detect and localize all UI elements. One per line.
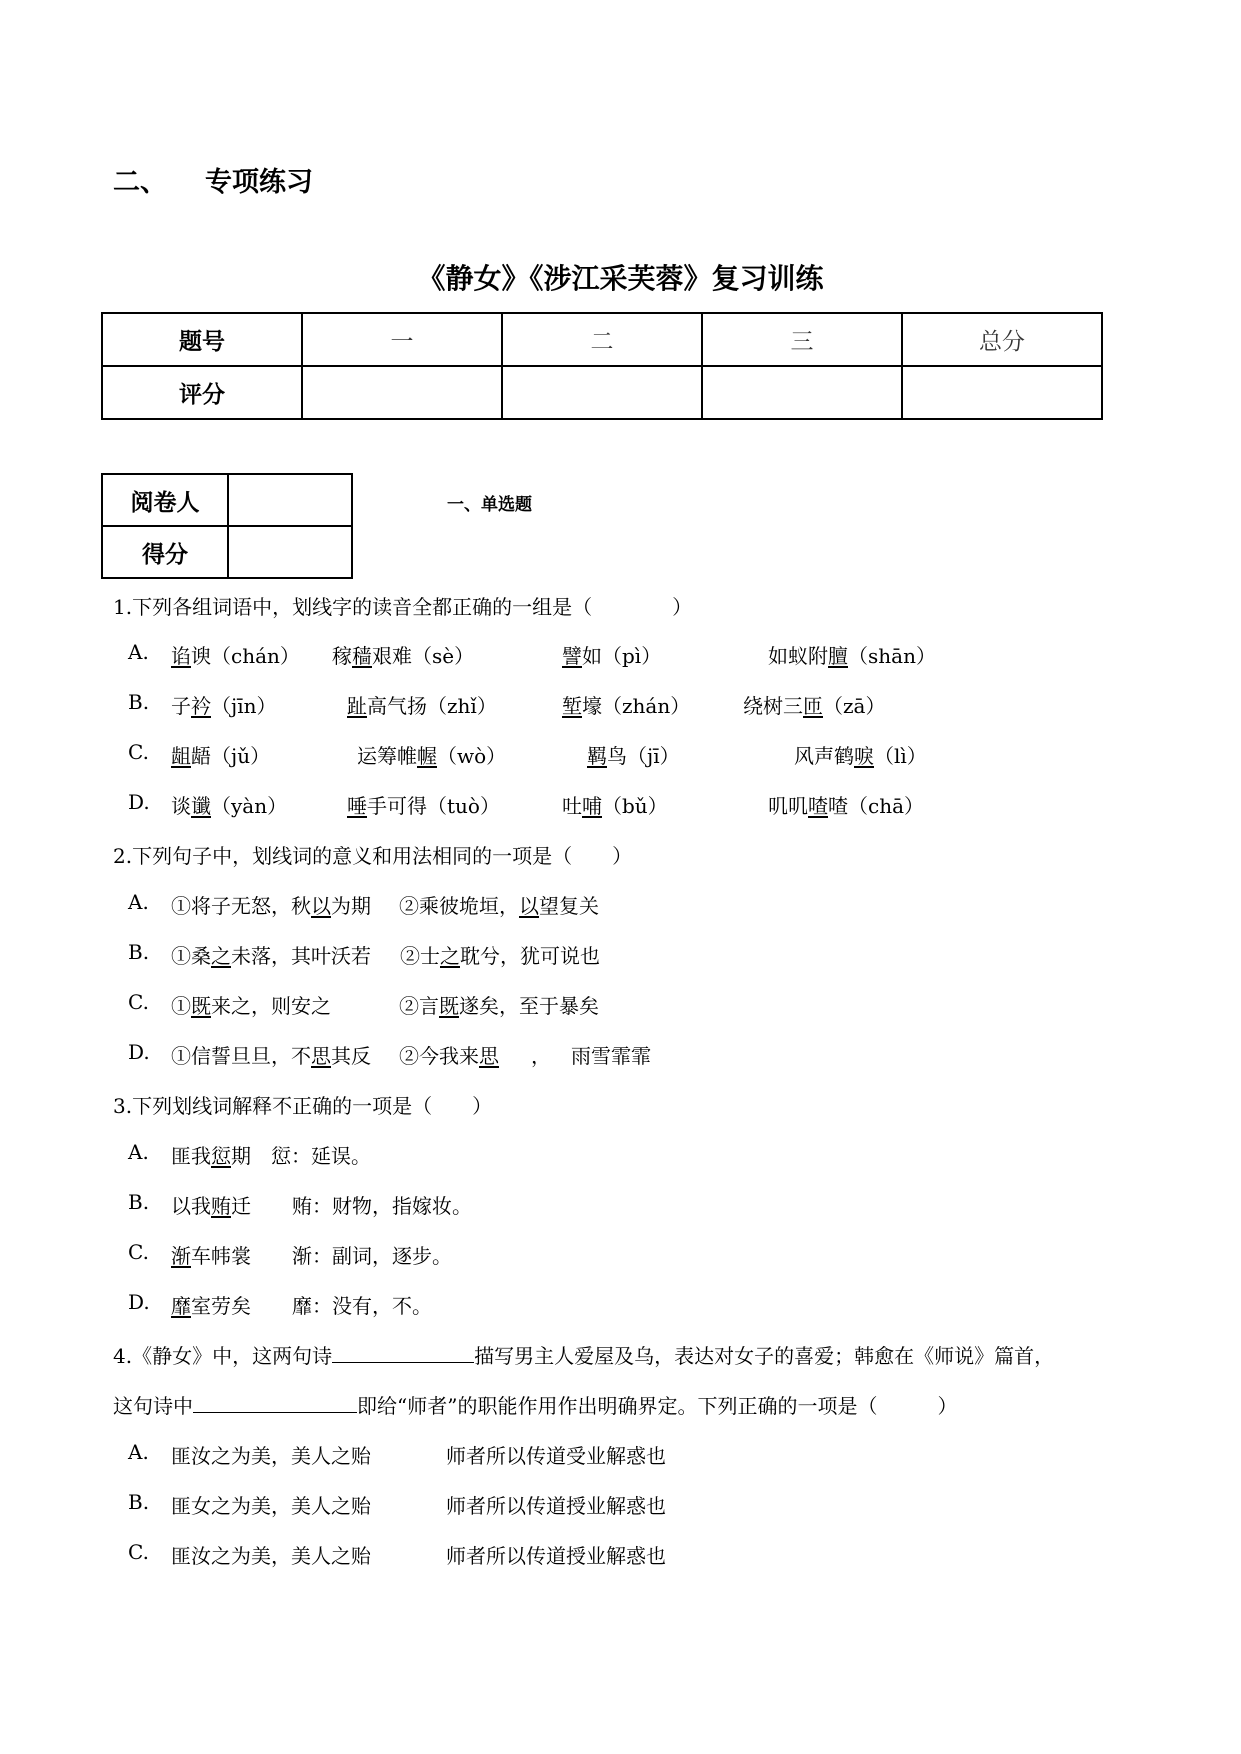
option-explanation: 贿：财物，指嫁妆。 xyxy=(292,1194,472,1218)
option-text-1: 匪汝之为美，美人之贻 xyxy=(171,1444,371,1468)
option-part-1: ①将子无怒，秋以为期 xyxy=(171,894,371,918)
option-item: 羁鸟（jī） xyxy=(587,744,680,768)
option-item: 运筹帷幄（wò） xyxy=(357,744,507,768)
option-part-3: ， xyxy=(531,1044,551,1068)
q4-line1: 4.《静女》中，这两句诗 描写男主人爱屋及乌，表达对女子的喜爱；韩愈在《师说》篇首， xyxy=(113,1344,1055,1368)
q4-line2: 这句诗中 即给“师者”的职能作用作出明确界定。下列正确的一项是（ ） xyxy=(113,1394,958,1418)
option-item: 唾手可得（tuò） xyxy=(347,794,500,818)
score-table-score-row xyxy=(102,366,1102,419)
option-letter: B. xyxy=(128,1490,150,1514)
q3-stem: 3.下列划线词解释不正确的一项是（ ） xyxy=(113,1094,493,1118)
section-number: 二、 xyxy=(113,167,167,198)
q3-option-b xyxy=(128,1190,1128,1216)
option-text-2: 师者所以传道受业解惑也 xyxy=(446,1444,666,1468)
score-table-header-cell: 总分 xyxy=(902,313,1102,366)
score-table-header-label: 题号 xyxy=(102,313,302,366)
q2-option-d xyxy=(128,1040,1128,1066)
option-letter: A. xyxy=(128,640,149,664)
section-heading xyxy=(113,160,313,199)
score-table-header-cell: 二 xyxy=(502,313,702,366)
option-item: 绕树三匝（zā） xyxy=(743,694,886,718)
q1-stem: 1.下列各组词语中，划线字的读音全都正确的一组是（ ） xyxy=(113,595,693,619)
option-letter: D. xyxy=(128,790,150,814)
q4-option-b xyxy=(128,1490,1128,1516)
option-letter: A. xyxy=(128,1140,149,1164)
q4-blank-2[interactable] xyxy=(193,1392,357,1413)
reviewer-cell[interactable] xyxy=(228,474,352,526)
q2-stem: 2.下列句子中，划线词的意义和用法相同的一项是（ ） xyxy=(113,844,633,868)
option-part-1: ①既来之，则安之 xyxy=(171,994,331,1018)
option-item: 谈谶（yàn） xyxy=(171,794,288,818)
option-explanation: 渐：副词，逐步。 xyxy=(292,1244,452,1268)
q1-option-b xyxy=(128,690,1128,716)
score-cell[interactable] xyxy=(302,366,502,419)
score-table-row-label: 评分 xyxy=(102,366,302,419)
option-item: 谄谀（chán） xyxy=(171,644,300,668)
option-text-2: 师者所以传道授业解惑也 xyxy=(446,1494,666,1518)
reviewer-row xyxy=(102,474,352,526)
q3-option-a xyxy=(128,1140,1128,1166)
option-text-1: 匪女之为美，美人之贻 xyxy=(171,1494,371,1518)
score-value-cell[interactable] xyxy=(228,526,352,578)
document-title: 《静女》《涉江采芙蓉》复习训练 xyxy=(417,262,824,295)
q3-option-d xyxy=(128,1290,1128,1316)
q4-blank-1[interactable] xyxy=(332,1342,474,1363)
score-row xyxy=(102,526,352,578)
option-explanation: 靡：没有，不。 xyxy=(292,1294,432,1318)
option-letter: C. xyxy=(128,1240,149,1264)
option-part-4: 雨雪霏霏 xyxy=(571,1044,651,1068)
score-label: 得分 xyxy=(102,526,228,578)
option-item: 龃龉（jǔ） xyxy=(171,744,271,768)
option-item: 稼穑艰难（sè） xyxy=(332,644,475,668)
score-cell[interactable] xyxy=(702,366,902,419)
option-letter: A. xyxy=(128,1440,149,1464)
option-letter: B. xyxy=(128,940,150,964)
reviewer-label: 阅卷人 xyxy=(102,474,228,526)
score-table-header-row xyxy=(102,313,1102,366)
option-letter: D. xyxy=(128,1040,150,1064)
option-item: 风声鹤唳（lì） xyxy=(794,744,927,768)
q1-option-c xyxy=(128,740,1128,766)
q2-option-a xyxy=(128,890,1128,916)
option-letter: C. xyxy=(128,740,149,764)
option-phrase: 以我贿迁 xyxy=(171,1194,251,1218)
q4-option-c xyxy=(128,1540,1128,1566)
option-part-2: ②言既遂矣，至于暴矣 xyxy=(399,994,599,1018)
section1-title: 一、单选题 xyxy=(447,495,532,515)
option-phrase: 渐车帏裳 xyxy=(171,1244,251,1268)
option-item: 如蚁附膻（shān） xyxy=(768,644,936,668)
option-item: 堑壕（zhán） xyxy=(562,694,691,718)
q1-option-d xyxy=(128,790,1128,816)
option-text-1: 匪汝之为美，美人之贻 xyxy=(171,1544,371,1568)
q4-option-a xyxy=(128,1440,1128,1466)
option-part-2: ②乘彼垝垣，以望复关 xyxy=(399,894,599,918)
reviewer-table xyxy=(101,473,353,579)
q2-option-b xyxy=(128,940,1128,966)
option-phrase: 匪我愆期 xyxy=(171,1144,251,1168)
option-text-2: 师者所以传道授业解惑也 xyxy=(446,1544,666,1568)
option-letter: D. xyxy=(128,1290,150,1314)
option-phrase: 靡室劳矣 xyxy=(171,1294,251,1318)
option-item: 子衿（jīn） xyxy=(171,694,277,718)
option-part-1: ①桑之未落，其叶沃若 xyxy=(171,944,371,968)
option-item: 叽叽喳喳（chā） xyxy=(768,794,925,818)
option-explanation: 愆：延误。 xyxy=(271,1144,371,1168)
score-table-header-cell: 三 xyxy=(702,313,902,366)
section-title: 专项练习 xyxy=(205,167,313,198)
q1-option-a xyxy=(128,640,1128,666)
option-letter: B. xyxy=(128,690,150,714)
score-table xyxy=(101,312,1103,420)
option-item: 趾高气扬（zhǐ） xyxy=(347,694,497,718)
option-part-2: ②士之耽兮，犹可说也 xyxy=(400,944,600,968)
option-letter: B. xyxy=(128,1190,150,1214)
option-letter: A. xyxy=(128,890,149,914)
option-part-2: ②今我来思 xyxy=(399,1044,499,1068)
option-letter: C. xyxy=(128,990,149,1014)
score-cell[interactable] xyxy=(502,366,702,419)
option-item: 吐哺（bǔ） xyxy=(562,794,668,818)
q3-option-c xyxy=(128,1240,1128,1266)
score-cell[interactable] xyxy=(902,366,1102,419)
score-table-header-cell: 一 xyxy=(302,313,502,366)
option-letter: C. xyxy=(128,1540,149,1564)
option-item: 譬如（pì） xyxy=(562,644,662,668)
q2-option-c xyxy=(128,990,1128,1016)
option-part-1: ①信誓旦旦，不思其反 xyxy=(171,1044,371,1068)
